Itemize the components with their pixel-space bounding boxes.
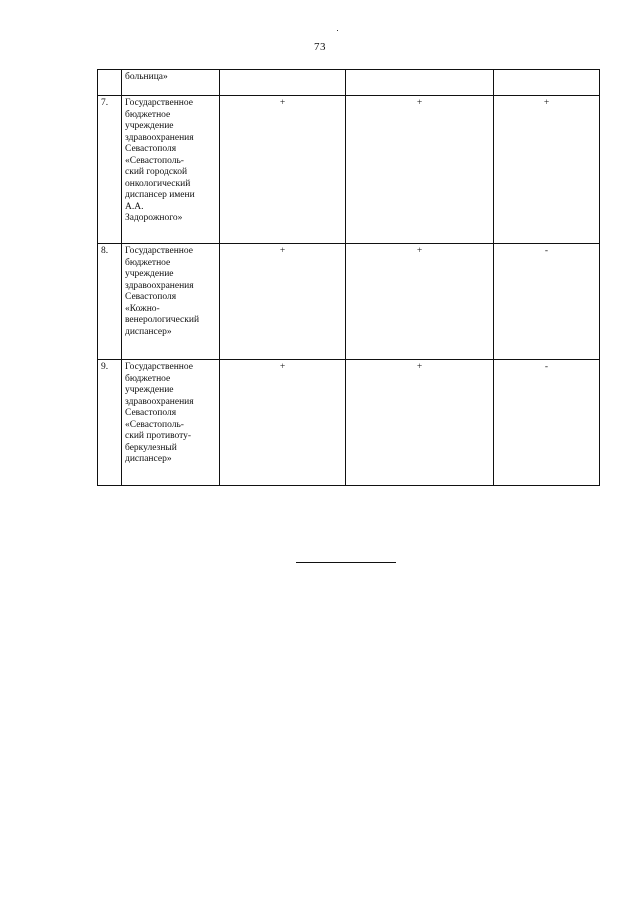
- mark-cell-a: +: [220, 244, 346, 360]
- facility-name-cell: Государственное бюджетное учреждение здравоохранения Севастополя «Кожно- венерологический диспансер»: [122, 244, 220, 360]
- table-row: [98, 360, 600, 486]
- mark-cell-b: +: [346, 96, 494, 244]
- mark-cell-c: [494, 70, 600, 96]
- row-number-cell: 9.: [98, 360, 122, 486]
- facility-table: [97, 69, 600, 486]
- page-number: 73: [314, 41, 326, 53]
- end-of-document-rule: [296, 562, 396, 563]
- facility-name-cell: Государственное бюджетное учреждение здравоохранения Севастополя «Севастополь- ский противоту- беркулезный диспансер»: [122, 360, 220, 486]
- row-number-cell: 8.: [98, 244, 122, 360]
- facility-name-cell: больница»: [122, 70, 220, 96]
- row-number-cell: 7.: [98, 96, 122, 244]
- table-row: [98, 96, 600, 244]
- mark-cell-a: [220, 70, 346, 96]
- mark-cell-c: -: [494, 360, 600, 486]
- row-number-cell: [98, 70, 122, 96]
- table-row: [98, 244, 600, 360]
- mark-cell-b: [346, 70, 494, 96]
- mark-cell-c: +: [494, 96, 600, 244]
- mark-cell-a: +: [220, 360, 346, 486]
- mark-cell-b: +: [346, 360, 494, 486]
- mark-cell-c: -: [494, 244, 600, 360]
- mark-cell-b: +: [346, 244, 494, 360]
- table-row-continuation: [98, 70, 600, 96]
- facility-name-cell: Государственное бюджетное учреждение здравоохранения Севастополя «Севастополь- ский городской онкологический диспансер имени А.А. Задорожного»: [122, 96, 220, 244]
- mark-cell-a: +: [220, 96, 346, 244]
- scan-speck: [337, 30, 338, 31]
